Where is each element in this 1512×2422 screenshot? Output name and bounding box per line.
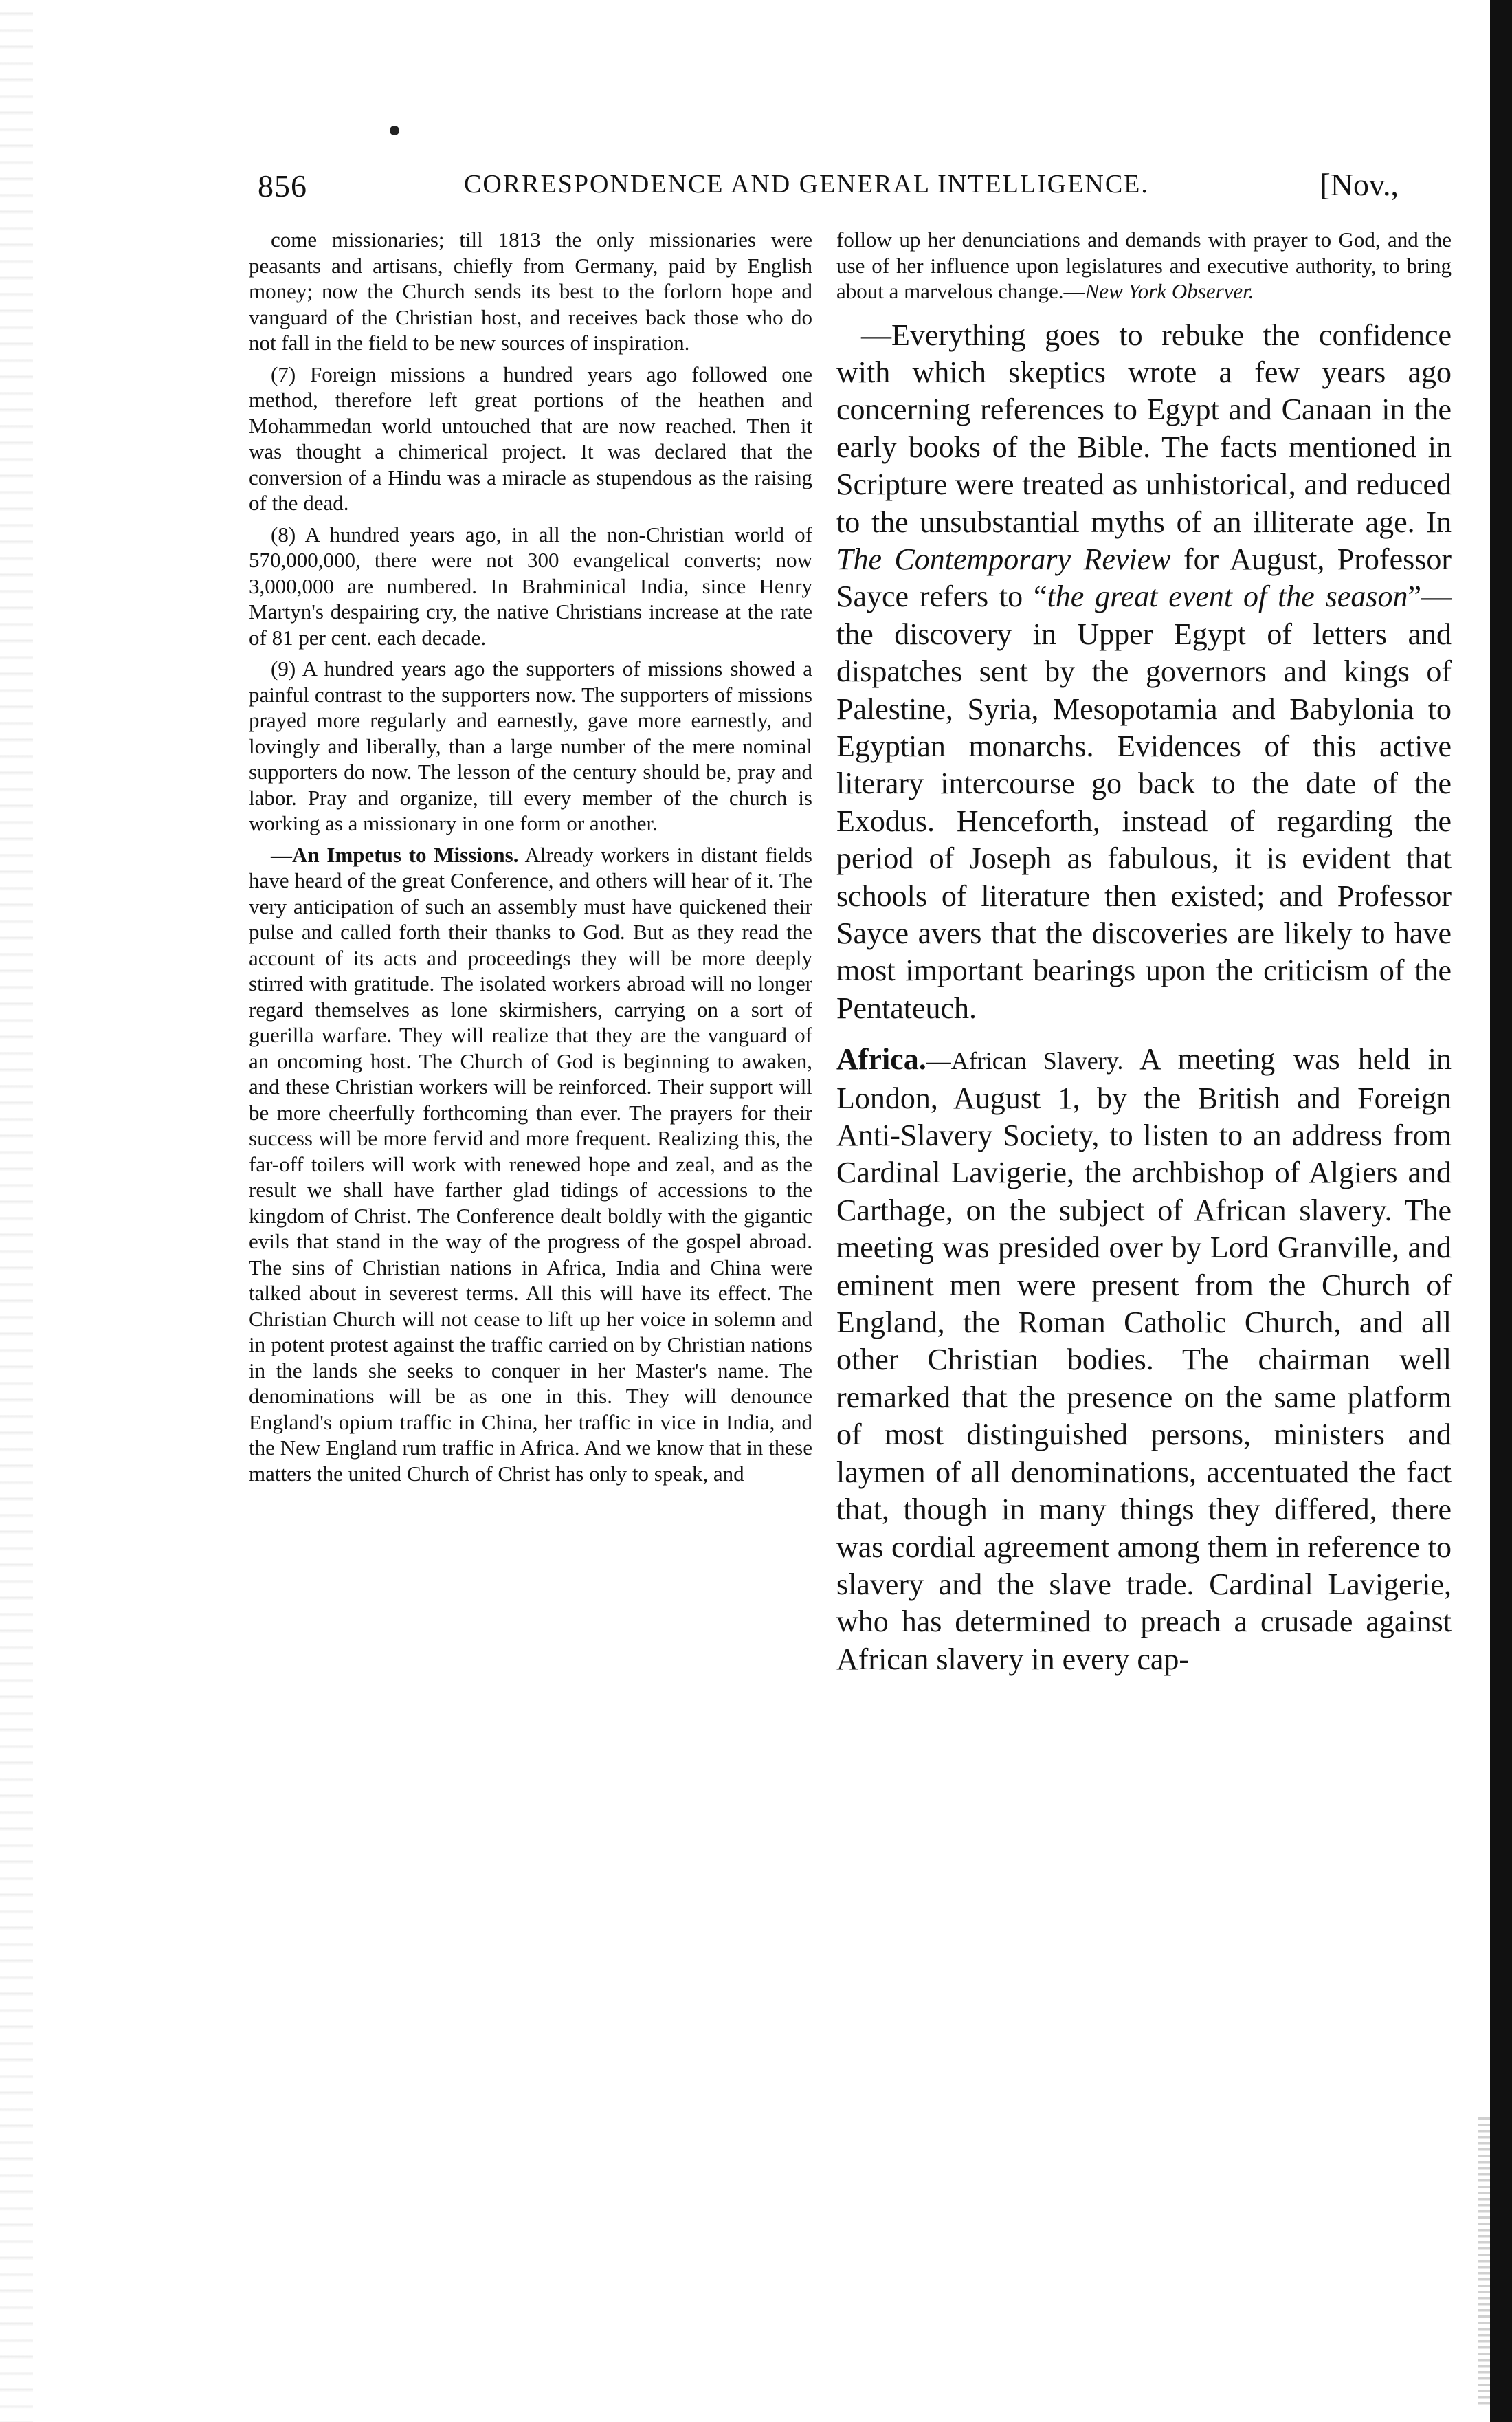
paragraph-missionaries: come missionaries; till 1813 the only missionaries were peasants and artisans, chiefly from Germany, paid by English money; now the Church sends its best to the forlorn hope and vanguard of the Christian host, and receives back those who do not fall in the field to be new sources of inspiration.	[249, 228, 812, 355]
paragraph-denunciations	[836, 227, 1452, 305]
skeptics-body-c: ”—the discovery in Upper Egypt of letters and dispatches sent by the governors and kings of Palestine, Syria, Mesopotamia and Babylonia to Egyptian monarchs. Evidences of this active literary intercourse go back to the date of the Exodus. Henceforth, instead of regarding the period of Joseph as fabulous, it is evident that schools of literature then existed; and Professor Sayce avers that the discoveries are likely to have most important bearings upon the criticism of the Pentateuch.	[836, 580, 1452, 1025]
page-number: 856	[258, 168, 307, 203]
scan-edge-right	[1490, 0, 1512, 2422]
scan-edge-left	[0, 0, 33, 2422]
africa-heading: Africa.	[836, 1042, 926, 1077]
paragraph-foreign-missions: (7) Foreign missions a hundred years ago followed one method, therefore left great portions of the heathen and Mohammedan world untouched that are now reached. Then it was thought a chimerical project. It was declared that the conversion of a Hindu was a miracle as stupendous as the raising of the dead.	[249, 362, 812, 515]
running-header	[258, 159, 1399, 209]
african-slavery-subheading: —African Slavery.	[926, 1047, 1124, 1075]
impetus-heading: —An Impetus to Missions.	[271, 842, 519, 867]
left-column	[249, 227, 812, 1492]
source-citation: New York Observer.	[1085, 279, 1254, 303]
africa-body: A meeting was held in London, August 1, by the British and Foreign Anti-Slavery Society, to listen to an address from Cardinal Lavigerie, the archbishop of Algiers and Carthage, on the subject of African slavery. The meeting was presided over by Lord Granville, and eminent men were present from the Church of England, the Roman Catholic Church, and all other Christian bodies. The chairman well remarked that the presence on the same platform of most distinguished persons, ministers and laymen of all denominations, accentuated the fact that, though in many things they differed, there was cordial agreement among them in reference to slavery and the slave trade. Cardinal Lavigerie, who has determined to preach a crusade against African slavery in every cap-	[836, 1042, 1452, 1676]
issue-date: [Nov.,	[1320, 167, 1399, 202]
paragraph-africa	[836, 1041, 1452, 1678]
right-column	[836, 227, 1452, 1692]
denunciations-body: follow up her denunciations and demands with prayer to God, and the use of her influence upon legislatures and executive authority, to bring about a marvelous change.—	[836, 228, 1452, 303]
paragraph-supporters: (9) A hundred years ago the supporters of missions showed a painful contrast to the supporters now. The supporters of missions prayed more regularly and earnestly, gave more earnestly, and lovingly and liberally, than a large number of the mere nominal supporters do now. The lesson of the century should be, pray and labor. Pray and organize, till every member of the church is working as a missionary in one form or another.	[249, 657, 812, 835]
skeptics-body-b: for August, Professor Sayce refers to “	[836, 542, 1452, 614]
scan-speckle-right	[1478, 2117, 1490, 2406]
skeptics-body-a: —Everything goes to rebuke the confidence with which skeptics wrote a few years ago concerning references to Egypt and Canaan in the early books of the Bible. The facts mentioned in Scripture were treated as unhistorical, and reduced to the unsubstantial myths of an illiterate age. In	[836, 318, 1452, 539]
impetus-body: Already workers in distant fields have heard of the great Conference, and others will hear of it. The very anticipation of such an assembly must have quickened their pulse and called forth their thanks to God. But as they read the account of its acts and proceedings they will be more deeply stirred with gratitude. The isolated workers abroad will no longer regard themselves as lone skirmishers, carrying on a sort of guerilla warfare. They will realize that they are the vanguard of an oncoming host. The Church of God is beginning to awaken, and these Christian workers will be reinforced. Their support will be more cheerfully forthcoming than ever. The prayers for their success will be more fervid and more frequent. Realizing this, the far-off toilers will work with renewed hope and zeal, and as the result we shall have farther glad tidings of accessions to the kingdom of Christ. The Conference dealt boldly with the gigantic evils that stand in the way of the progress of the gospel abroad. The sins of Christian nations in Africa, India and China were talked about in severest terms. All this will have its effect. The Christian Church will not cease to lift up her voice in solemn and in potent protest against the traffic carried on by Christian nations in the lands she seeks to conquer in her Master's name. The denominations will be as one in this. They will denounce England's opium traffic in China, her traffic in vice in India, and the New England rum traffic in Africa. And we know that in these matters the united Church of Christ has only to speak, and	[249, 842, 812, 1486]
ink-dot-mark	[390, 126, 399, 135]
paragraph-impetus	[249, 842, 812, 1487]
paragraph-skeptics	[836, 317, 1452, 1028]
sayce-quote: the great event of the season	[1047, 580, 1408, 614]
running-title: CORRESPONDENCE AND GENERAL INTELLIGENCE.	[464, 170, 1149, 199]
paragraph-converts: (8) A hundred years ago, in all the non-Christian world of 570,000,000, there were not 300 evangelical converts; now 3,000,000 are numbered. In Brahminical India, since Henry Martyn's despairing cry, the native Christians increase at the rate of 81 per cent. each decade.	[249, 522, 812, 650]
review-title: The Contemporary Review	[836, 542, 1171, 576]
